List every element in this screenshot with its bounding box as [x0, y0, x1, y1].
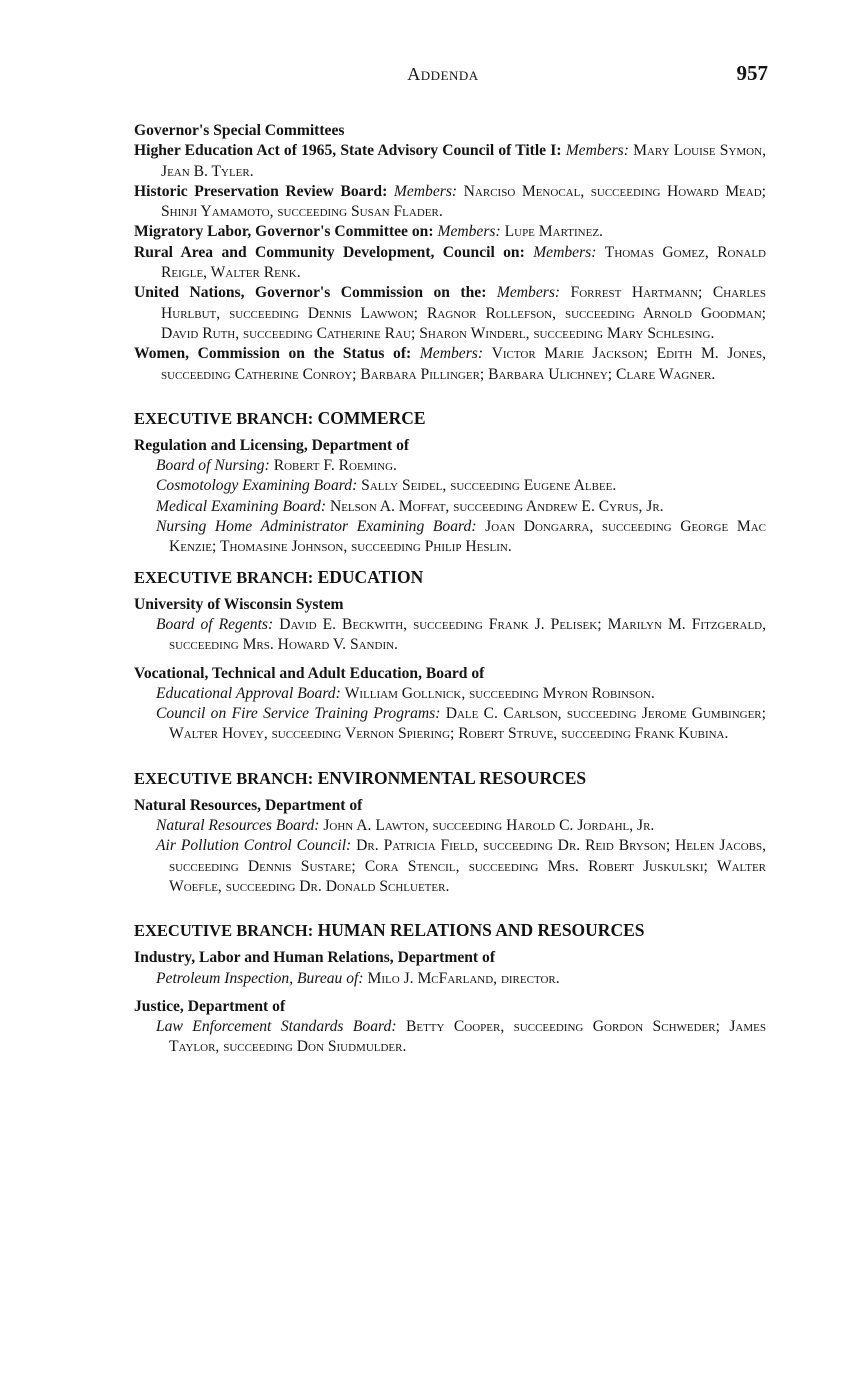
board-entry: [134, 1017, 766, 1058]
board-members: Milo J. McFarland, director.: [367, 969, 560, 987]
members-label: Members:: [565, 142, 629, 160]
branch-prefix: EXECUTIVE BRANCH:: [134, 567, 314, 587]
page-content: [134, 121, 766, 1058]
board-entry: [134, 836, 766, 897]
branch-heading-commerce: [134, 407, 766, 430]
members-label: Members:: [533, 243, 597, 261]
branch-prefix: EXECUTIVE BRANCH:: [134, 408, 314, 428]
page-number: 957: [736, 61, 768, 85]
committee-entry: [134, 141, 766, 182]
board-name: Nursing Home Administrator Examining Board:: [156, 518, 477, 536]
department-name: Justice, Department of: [134, 997, 286, 1015]
committee-entry: [134, 283, 766, 344]
committee-entry: [134, 344, 766, 385]
branch-heading-environmental: [134, 767, 766, 790]
committee-entry: [134, 243, 766, 284]
committee-name: Migratory Labor, Governor's Committee on:: [134, 223, 434, 241]
members-text: Forrest Hartmann; Charles Hurlbut, succeeding Dennis Lawwon; Ragnor Rollefson, succeeding Arnold Goodman; David Ruth, succeeding Catherine Rau; Sharon Winderl, succeeding Mary Schlesing.: [161, 284, 767, 342]
department-name: Industry, Labor and Human Relations, Department of: [134, 949, 496, 967]
running-head: [0, 61, 859, 94]
board-entry: [134, 704, 766, 745]
board-entry: [134, 816, 766, 836]
members-text: Thomas Gomez, Ronald Reigle, Walter Renk.: [161, 243, 766, 282]
members-text: Victor Marie Jackson; Edith M. Jones, succeeding Catherine Conroy; Barbara Pillinger; Barbara Ulichney; Clare Wagner.: [161, 345, 766, 383]
committee-entry: [134, 182, 766, 223]
board-name: Educational Approval Board:: [156, 684, 341, 702]
running-title: Addenda: [407, 64, 479, 84]
members-label: Members:: [419, 345, 484, 363]
committee-name: Rural Area and Community Development, Council on:: [134, 243, 525, 261]
members-text: Lupe Martinez.: [504, 223, 603, 241]
committee-entry: [134, 222, 766, 242]
board-entry: [134, 615, 766, 656]
governor-entries: [134, 141, 766, 385]
section-title-governor: Governor's Special Committees: [134, 122, 345, 139]
board-name: Law Enforcement Standards Board:: [156, 1018, 397, 1036]
board-entry: [134, 969, 766, 989]
members-label: Members:: [496, 284, 561, 302]
board-members: Nelson A. Moffat, succeeding Andrew E. Cyrus, Jr.: [329, 497, 664, 515]
board-members: David E. Beckwith, succeeding Frank J. Pelisek; Marilyn M. Fitzgerald, succeeding Mrs. Howard V. Sandin.: [169, 615, 767, 654]
board-name: Board of Nursing:: [156, 457, 270, 475]
members-label: Members:: [393, 182, 458, 200]
branch-prefix: EXECUTIVE BRANCH:: [134, 768, 314, 788]
branch-heading-human-relations: [134, 919, 766, 942]
board-members: Dale C. Carlson, succeeding Jerome Gumbinger; Walter Hovey, succeeding Vernon Spiering; Robert Struve, succeeding Frank Kubina.: [169, 705, 766, 743]
members-text: Narciso Menocal, succeeding Howard Mead; Shinji Yamamoto, succeeding Susan Flader.: [161, 182, 766, 221]
branch-name: COMMERCE: [317, 407, 426, 428]
committee-name: Higher Education Act of 1965, State Advisory Council of Title I:: [134, 142, 562, 160]
members-label: Members:: [437, 223, 501, 241]
board-members: Robert F. Roeming.: [273, 457, 397, 475]
board-members: Betty Cooper, succeeding Gordon Schweder; James Taylor, succeeding Don Siudmulder.: [169, 1018, 766, 1056]
department-name: University of Wisconsin System: [134, 595, 344, 613]
board-entry: [134, 476, 766, 496]
department-name: Natural Resources, Department of: [134, 796, 363, 814]
branch-prefix: EXECUTIVE BRANCH:: [134, 921, 314, 941]
branch-name: HUMAN RELATIONS AND RESOURCES: [317, 920, 645, 941]
board-name: Air Pollution Control Council:: [156, 837, 352, 855]
members-text: Mary Louise Symon, Jean B. Tyler.: [161, 142, 766, 180]
board-entry: [134, 497, 766, 517]
board-members: John A. Lawton, succeeding Harold C. Jordahl, Jr.: [323, 817, 655, 835]
committee-name: Women, Commission on the Status of:: [134, 345, 412, 363]
board-name: Natural Resources Board:: [156, 817, 320, 835]
department-name: Regulation and Licensing, Department of: [134, 436, 410, 454]
branch-name: EDUCATION: [317, 566, 424, 587]
board-members: Dr. Patricia Field, succeeding Dr. Reid Bryson; Helen Jacobs, succeeding Dennis Sustare; Cora Stencil, succeeding Mrs. Robert Juskulski; Walter Woefle, succeeding Dr. Donald Schlueter.: [169, 837, 766, 895]
committee-name: Historic Preservation Review Board:: [134, 182, 388, 200]
board-name: Board of Regents:: [156, 615, 274, 633]
board-entry: [134, 684, 766, 704]
department-name: Vocational, Technical and Adult Education, Board of: [134, 664, 485, 682]
board-members: Sally Seidel, succeeding Eugene Albee.: [361, 477, 617, 495]
board-entry: [134, 456, 766, 476]
board-entry: [134, 517, 766, 558]
committee-name: United Nations, Governor's Commission on the:: [134, 284, 487, 302]
board-name: Medical Examining Board:: [156, 497, 327, 515]
board-members: Joan Dongarra, succeeding George Mac Kenzie; Thomasine Johnson, succeeding Philip Heslin.: [169, 518, 766, 556]
branch-heading-education: [134, 566, 766, 589]
board-name: Cosmotology Examining Board:: [156, 477, 358, 495]
branch-name: ENVIRONMENTAL RESOURCES: [317, 767, 587, 788]
board-name: Petroleum Inspection, Bureau of:: [156, 969, 364, 987]
board-members: William Gollnick, succeeding Myron Robinson.: [344, 684, 655, 702]
board-name: Council on Fire Service Training Programs:: [156, 705, 441, 723]
